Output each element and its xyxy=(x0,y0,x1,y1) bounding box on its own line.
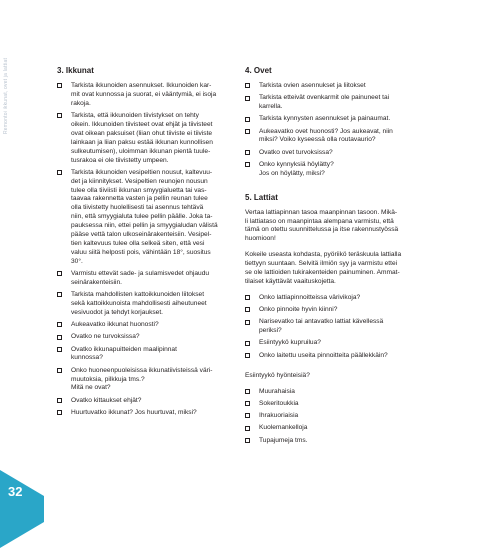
checkbox-icon[interactable] xyxy=(57,113,62,118)
windows-checklist xyxy=(57,82,229,418)
left-column xyxy=(57,66,229,421)
checklist-item[interactable]: Onko pinnoite hyvin kiinni? xyxy=(245,306,419,315)
checkbox-icon[interactable] xyxy=(57,292,62,297)
checkbox-icon[interactable] xyxy=(57,335,62,340)
checklist-item[interactable]: Aukeavatko ikkunat huonosti? xyxy=(57,321,229,330)
checklist-item[interactable]: Ovatko ikkunapuitteiden maalipinnat kunnossa? xyxy=(57,346,229,364)
checklist-item[interactable]: Tarkista mahdollisten kattoikkunoiden liitokset sekä kattoikkunoista mahdollisesti aiheutuneet vesivuodot ja tehdyt korjaukset. xyxy=(57,291,229,318)
section-heading-doors: 4. Ovet xyxy=(245,66,272,75)
checkbox-icon[interactable] xyxy=(245,96,250,101)
checklist-item[interactable]: Narisevatko tai antavatko lattiat kävellessä periksi? xyxy=(245,318,419,336)
checklist-item[interactable]: Kuolemankelloja xyxy=(245,424,419,433)
checkbox-icon[interactable] xyxy=(245,295,250,300)
checkbox-icon[interactable] xyxy=(245,320,250,325)
checklist-item[interactable]: Aukeavatko ovet huonosti? Jos aukeavat, niin miksi? Voiko kyseessä olla routavaurio? xyxy=(245,128,419,146)
checkbox-icon[interactable] xyxy=(57,322,62,327)
checklist-item[interactable]: Ovatko ne turvoksissa? xyxy=(57,333,229,342)
checkbox-icon[interactable] xyxy=(245,341,250,346)
checkbox-icon[interactable] xyxy=(245,162,250,167)
checklist-item[interactable]: Onko laitettu useita pinnoitteita päällekkäin? xyxy=(245,352,419,361)
page-number-tab xyxy=(0,470,44,548)
checkbox-icon[interactable] xyxy=(245,307,250,312)
doors-checklist xyxy=(245,82,419,179)
checklist-item[interactable]: Onko huoneenpuoleisissa ikkunatiivisteissä väri- muutoksia, pilkkuja tms.? Mitä ne ovat? xyxy=(57,367,229,394)
checklist-item[interactable]: Esiintyykö kupruilua? xyxy=(245,339,419,348)
checklist-item[interactable]: Varmistu ettevät sade- ja sulamisvedet ohjaudu seinärakenteisiin. xyxy=(57,270,229,288)
checkbox-icon[interactable] xyxy=(57,398,62,403)
checkbox-icon[interactable] xyxy=(245,129,250,134)
floors-paragraph: Kokeile useasta kohdasta, pyöriikö teräskuula lattialla tiettyyn suuntaan. Selvitä ilmiön syy ja varmistu ettei se ole lattioiden tukirakenteiden painuminen. Ammat- tilaiset käyttävät vaaituskojetta. xyxy=(245,251,402,285)
checklist-item[interactable]: Onko lattiapinnoitteissa värivikoja? xyxy=(245,294,419,303)
checklist-item[interactable]: Huurtuvatko ikkunat? Jos huurtuvat, miksi? xyxy=(57,409,229,418)
side-running-text: Remontoi ikkunat, ovet ja lattiat xyxy=(3,57,9,134)
checklist-item[interactable]: Tarkista, että ikkunoiden tiivistykset on tehty oikein. Ikkunoiden tiivisteet ovat ehjät ja tiivisteet ovat oikean paksuiset (liian ohut tiiviste ei tiiviste lainkaan ja liian paksu estää ikkunan kunnollisen sulkeutumisen), uloimman ikkunan pientä tuule- tusrakoa ei ole tiivistetty umpeen. xyxy=(57,112,229,165)
section-heading-floors: 5. Lattiat xyxy=(245,192,278,202)
checklist-item[interactable]: Muurahaisia xyxy=(245,388,419,397)
section-heading-windows: 3. Ikkunat xyxy=(57,66,94,75)
checkbox-icon[interactable] xyxy=(57,347,62,352)
page-number: 32 xyxy=(8,484,23,499)
checkbox-icon[interactable] xyxy=(245,150,250,155)
checkbox-icon[interactable] xyxy=(245,438,250,443)
floors-paragraph: Vertaa lattiapinnan tasoa maanpinnan tasoon. Mikä- li lattiataso on maanpintaa alempana varmistu, että tämä on otettu suunnittelussa ja itse rakennustyössä huomioon! xyxy=(245,208,399,243)
checkbox-icon[interactable] xyxy=(57,271,62,276)
checklist-item[interactable]: Onko kynnyksiä höylätty? Jos on höylätty, miksi? xyxy=(245,161,419,179)
checklist-item[interactable]: Tupajumeja tms. xyxy=(245,437,419,446)
checkbox-icon[interactable] xyxy=(245,353,250,358)
insects-question: Esiintyykö hyönteisiä? xyxy=(245,371,310,379)
checklist-item[interactable]: Ihrakuoriaisia xyxy=(245,412,419,421)
checklist-item[interactable]: Tarkista ovien asennukset ja liitokset xyxy=(245,82,419,91)
checklist-item[interactable]: Ovatko kittaukset ehjät? xyxy=(57,397,229,406)
checkbox-icon[interactable] xyxy=(245,401,250,406)
checkbox-icon[interactable] xyxy=(245,389,250,394)
checklist-item[interactable]: Sokeritoukkia xyxy=(245,400,419,409)
checklist-item[interactable]: Ovatko ovet turvoksissa? xyxy=(245,149,419,158)
checkbox-icon[interactable] xyxy=(57,170,62,175)
checklist-item[interactable]: Tarkista kynnysten asennukset ja painaumat. xyxy=(245,115,419,124)
spacer xyxy=(245,364,419,372)
insects-checklist xyxy=(245,388,419,446)
checklist-item[interactable]: Tarkista etteivät ovenkarmit ole painuneet tai karrella. xyxy=(245,94,419,112)
checkbox-icon[interactable] xyxy=(57,368,62,373)
right-column xyxy=(245,66,419,449)
checkbox-icon[interactable] xyxy=(245,83,250,88)
checkbox-icon[interactable] xyxy=(57,410,62,415)
checklist-item[interactable]: Tarkista ikkunoiden vesipeltien nousut, kaltevuu- det ja kiinnitykset. Vesipeltien reunojen nousun tulee olla tiiviisti ikkunan smyygialuetta tai vas- taavaa rakennetta vasten ja pellin reunan tulee olla tiivistetty huolellisesti tai asennus tehtävä niin, että smyygialuta tulee pellin päälle. Joka ta- pauksessa niin, ettei pellin ja smyygialudan välistä pääse vettä talon ulkoseinärakenteisiin. Vesipel- tien kaltevuus tulee olla selkeä siten, että vesi valuu siitä helposti pois, vähintään 18°, suositus 30°. xyxy=(57,169,229,267)
page-tab-shape xyxy=(0,470,44,548)
checkbox-icon[interactable] xyxy=(245,413,250,418)
checkbox-icon[interactable] xyxy=(245,426,250,431)
checkbox-icon[interactable] xyxy=(245,117,250,122)
floors-checklist xyxy=(245,294,419,361)
checklist-item[interactable]: Tarkista ikkunoiden asennukset. Ikkunoiden kar- mit ovat kunnossa ja suorat, ei vääntymiä, ei isoja rakoja. xyxy=(57,82,229,109)
checkbox-icon[interactable] xyxy=(57,83,62,88)
